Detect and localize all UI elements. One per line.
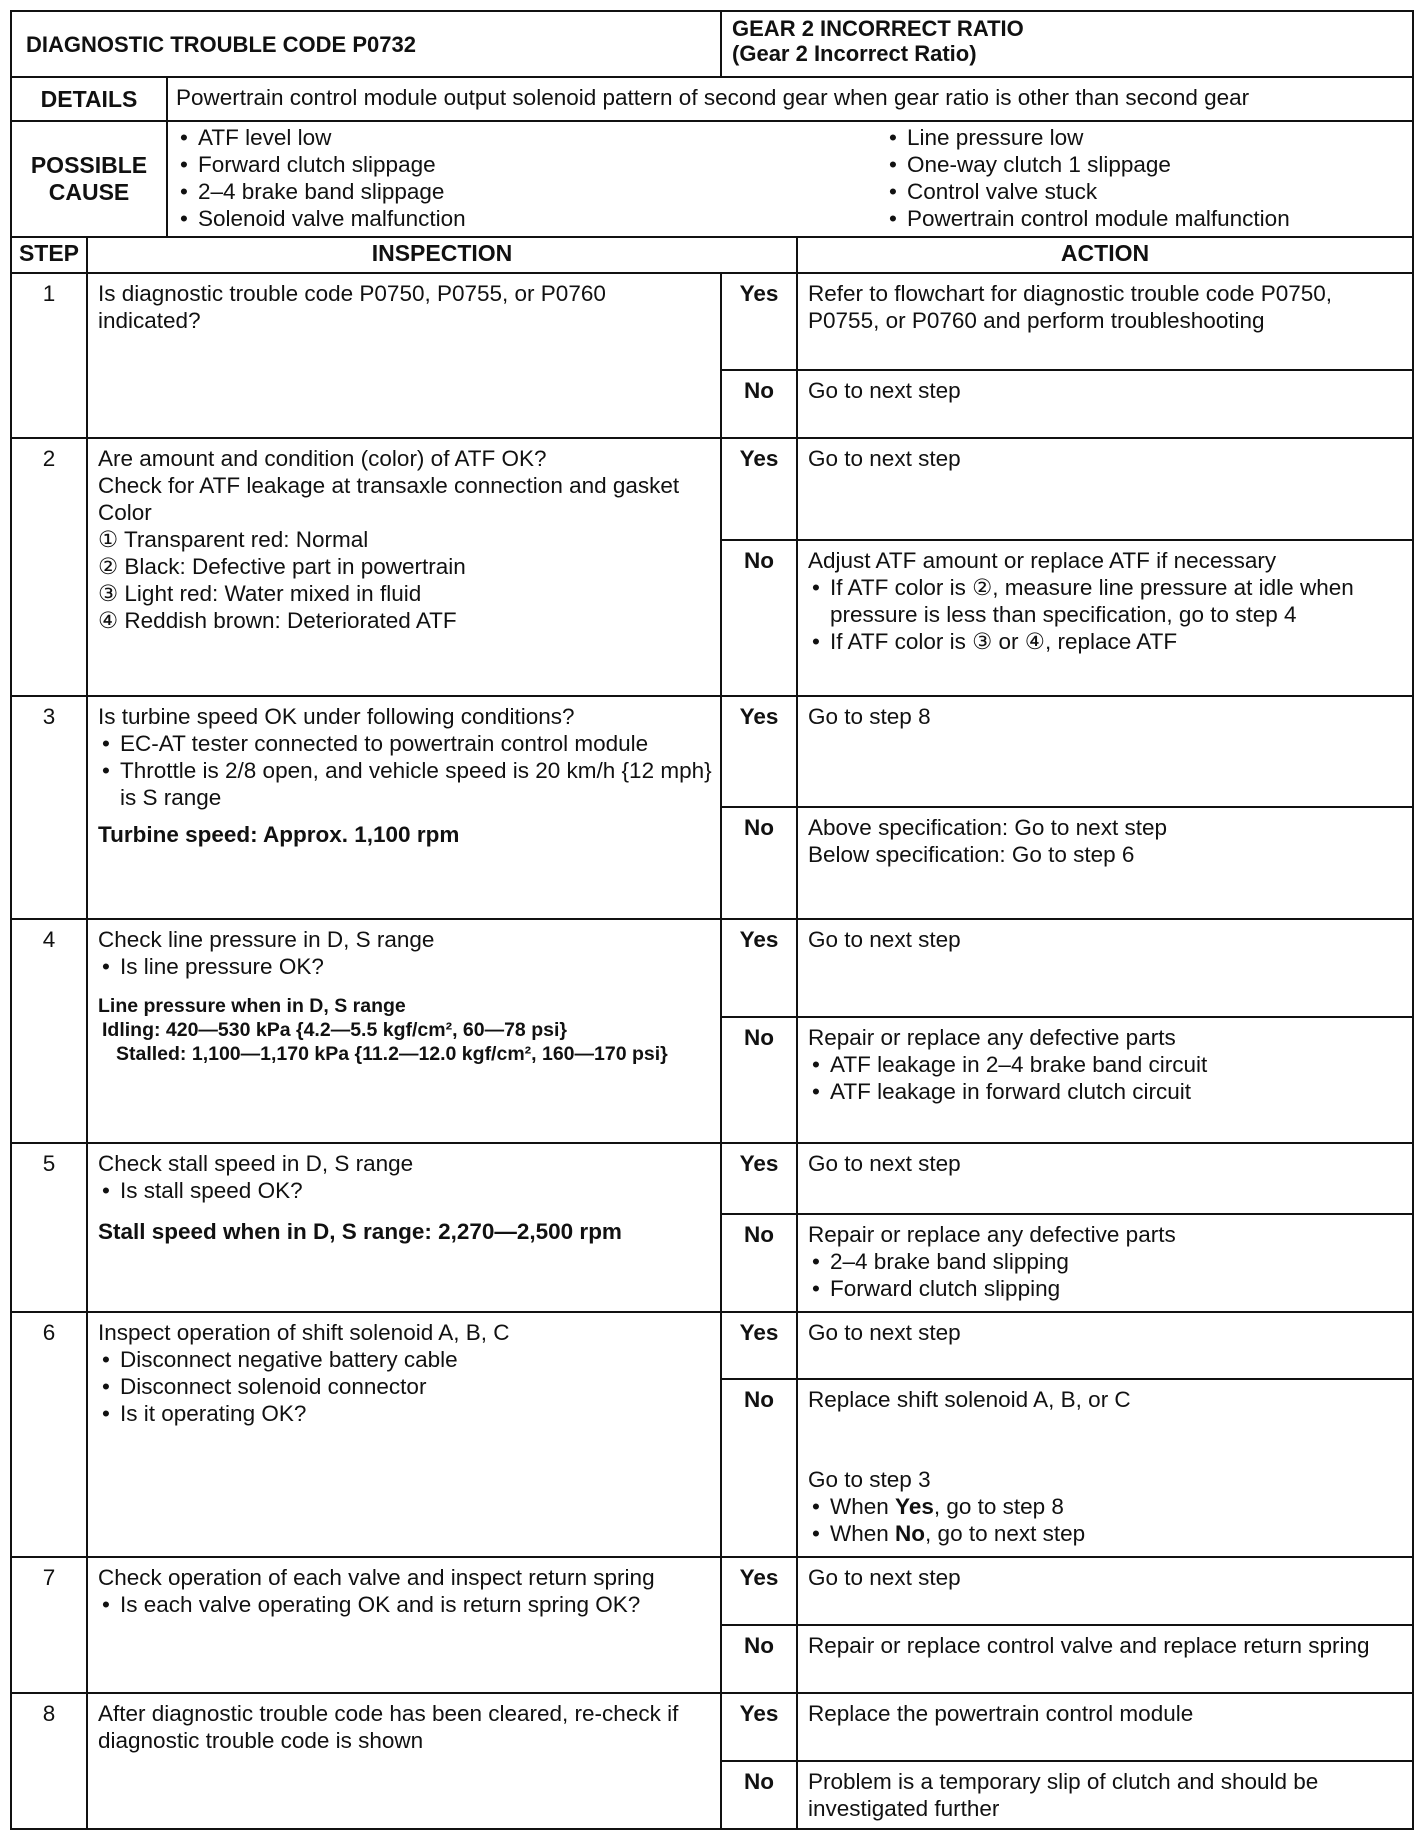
inspection-text: Check operation of each valve and inspect return spring [98, 1565, 655, 1590]
inspection-text: Check stall speed in D, S range [98, 1151, 414, 1176]
possible-cause-label-line1: POSSIBLE [30, 152, 148, 178]
inspection-bullet: • EC-AT tester connected to powertrain control module [98, 730, 712, 757]
cause-item: • ATF level low [176, 124, 695, 151]
inspection-bullet: • Is stall speed OK? [98, 1177, 712, 1204]
step-2-no-action [797, 540, 1413, 696]
inspection-text: Are amount and condition (color) of ATF OK? [98, 446, 547, 471]
action-bullet: • If ATF color is ③ or ④, replace ATF [808, 628, 1404, 655]
action-bullet: • Forward clutch slipping [808, 1275, 1404, 1302]
step-number: 4 [11, 919, 87, 1143]
inspection-bullets [98, 1346, 712, 1427]
line-pressure-idle-spec: Idling: 420—530 kPa {4.2—5.5 kgf/cm², 60—78 psi} [102, 1019, 567, 1041]
step-3-yes-action: Go to step 8 [797, 696, 1413, 807]
dtc-title-line1: GEAR 2 INCORRECT RATIO [732, 16, 1024, 41]
step-1-yes-row [11, 273, 1413, 370]
cause-item: • Line pressure low [885, 124, 1404, 151]
no-label: No [721, 1379, 797, 1557]
inspection-bullet: • Is line pressure OK? [98, 953, 712, 980]
cause-item: • 2–4 brake band slippage [176, 178, 695, 205]
action-bullet: • ATF leakage in 2–4 brake band circuit [808, 1051, 1404, 1078]
action-text: Repair or replace any defective parts [808, 1222, 1176, 1247]
step-number: 7 [11, 1557, 87, 1693]
atf-color-item: ② Black: Defective part in powertrain [98, 554, 466, 579]
step-2-yes-action: Go to next step [797, 438, 1413, 540]
step-7-yes-row [11, 1557, 1413, 1625]
possible-cause-row [11, 121, 1413, 237]
yes-label: Yes [721, 1557, 797, 1625]
cause-item: • Control valve stuck [885, 178, 1404, 205]
no-label: No [721, 1214, 797, 1312]
step-1-yes-action: Refer to flowchart for diagnostic trouble code P0750, P0755, or P0760 and perform troubleshooting [797, 273, 1413, 370]
step-number: 1 [11, 273, 87, 438]
step-8-yes-action: Replace the powertrain control module [797, 1693, 1413, 1761]
step-8-yes-row [11, 1693, 1413, 1761]
action-text: Go to step 3 [808, 1467, 931, 1492]
cause-item: • Powertrain control module malfunction [885, 205, 1404, 232]
action-text: Repair or replace any defective parts [808, 1025, 1176, 1050]
step-6-yes-row [11, 1312, 1413, 1379]
step-6-inspection [87, 1312, 721, 1557]
turbine-speed-spec: Turbine speed: Approx. 1,100 rpm [98, 822, 460, 847]
header-row [11, 11, 1413, 77]
cause-item: • Forward clutch slippage [176, 151, 695, 178]
no-label: No [721, 1761, 797, 1829]
cause-list-left [176, 124, 695, 232]
step-3-inspection [87, 696, 721, 919]
dtc-title-line2: (Gear 2 Incorrect Ratio) [732, 41, 977, 66]
details-text: Powertrain control module output solenoid pattern of second gear when gear ratio is other than second gear [167, 77, 1413, 121]
step-2-inspection [87, 438, 721, 696]
inspection-text: Color [98, 500, 152, 525]
inspection-bullets [98, 730, 712, 811]
no-label: No [721, 540, 797, 696]
inspection-bullets [98, 1177, 712, 1204]
cause-item: • Solenoid valve malfunction [176, 205, 695, 232]
action-column-header: ACTION [797, 237, 1413, 273]
diagnostic-table [10, 10, 1414, 1830]
step-number: 8 [11, 1693, 87, 1829]
step-5-inspection [87, 1143, 721, 1312]
step-6-yes-action: Go to next step [797, 1312, 1413, 1379]
possible-cause-label [11, 121, 167, 237]
possible-cause-list [167, 121, 1413, 237]
yes-label: Yes [721, 438, 797, 540]
step-8-no-action: Problem is a temporary slip of clutch and should be investigated further [797, 1761, 1413, 1829]
yes-label: Yes [721, 696, 797, 807]
step-8-inspection: After diagnostic trouble code has been cleared, re-check if diagnostic trouble code is shown [87, 1693, 721, 1829]
inspection-bullet: • Disconnect solenoid connector [98, 1373, 712, 1400]
inspection-text: Is turbine speed OK under following conditions? [98, 704, 575, 729]
inspection-text: Check for ATF leakage at transaxle connection and gasket [98, 473, 680, 498]
action-bullet: • If ATF color is ②, measure line pressure at idle when pressure is less than specification, go to step 4 [808, 574, 1404, 628]
action-bullet: • When Yes, go to step 8 [808, 1493, 1404, 1520]
line-pressure-stall-spec: Stalled: 1,100—1,170 kPa {11.2—12.0 kgf/cm², 160—170 psi} [116, 1043, 668, 1065]
step-column-header: STEP [11, 237, 87, 273]
no-label: No [721, 807, 797, 919]
action-bullets [808, 1493, 1404, 1547]
yes-label: Yes [721, 1312, 797, 1379]
step-4-inspection [87, 919, 721, 1143]
diagnostic-sheet [10, 10, 1412, 1830]
yes-label: Yes [721, 1693, 797, 1761]
inspection-bullets [98, 1591, 712, 1618]
step-6-no-action [797, 1379, 1413, 1557]
action-text: Below specification: Go to step 6 [808, 842, 1135, 867]
action-bullets [808, 1248, 1404, 1302]
no-label: No [721, 1625, 797, 1693]
details-label: DETAILS [11, 77, 167, 121]
line-pressure-spec-title: Line pressure when in D, S range [98, 995, 406, 1017]
yes-label: Yes [721, 919, 797, 1017]
action-bullets [808, 574, 1404, 655]
step-4-yes-row [11, 919, 1413, 1017]
inspection-bullets [98, 953, 712, 980]
step-number: 5 [11, 1143, 87, 1312]
no-label: No [721, 370, 797, 438]
step-number: 2 [11, 438, 87, 696]
action-bullets [808, 1051, 1404, 1105]
action-bullet: • 2–4 brake band slipping [808, 1248, 1404, 1275]
step-1-inspection: Is diagnostic trouble code P0750, P0755, or P0760 indicated? [87, 273, 721, 438]
inspection-text: Check line pressure in D, S range [98, 927, 435, 952]
step-3-yes-row [11, 696, 1413, 807]
action-text: Replace shift solenoid A, B, or C [808, 1387, 1131, 1412]
atf-color-item: ④ Reddish brown: Deteriorated ATF [98, 608, 457, 633]
inspection-column-header: INSPECTION [87, 237, 797, 273]
dtc-description [721, 11, 1413, 77]
inspection-bullet: • Is it operating OK? [98, 1400, 712, 1427]
step-4-yes-action: Go to next step [797, 919, 1413, 1017]
column-header-row [11, 237, 1413, 273]
step-7-yes-action: Go to next step [797, 1557, 1413, 1625]
atf-color-item: ③ Light red: Water mixed in fluid [98, 581, 422, 606]
step-number: 6 [11, 1312, 87, 1557]
cause-list-right [695, 124, 1404, 232]
step-3-no-action [797, 807, 1413, 919]
step-7-no-action: Repair or replace control valve and replace return spring [797, 1625, 1413, 1693]
step-5-yes-action: Go to next step [797, 1143, 1413, 1214]
action-text: Adjust ATF amount or replace ATF if necessary [808, 548, 1277, 573]
step-5-no-action [797, 1214, 1413, 1312]
step-5-yes-row [11, 1143, 1413, 1214]
step-number: 3 [11, 696, 87, 919]
inspection-bullet: • Disconnect negative battery cable [98, 1346, 712, 1373]
possible-cause-label-line2: CAUSE [48, 179, 130, 205]
step-4-no-action [797, 1017, 1413, 1143]
inspection-text: Inspect operation of shift solenoid A, B, C [98, 1320, 510, 1345]
inspection-bullet: • Throttle is 2/8 open, and vehicle speed is 20 km/h {12 mph} is S range [98, 757, 712, 811]
action-bullet: • ATF leakage in forward clutch circuit [808, 1078, 1404, 1105]
step-1-no-action: Go to next step [797, 370, 1413, 438]
details-row [11, 77, 1413, 121]
action-text: Above specification: Go to next step [808, 815, 1167, 840]
no-label: No [721, 1017, 797, 1143]
action-bullet: • When No, go to next step [808, 1520, 1404, 1547]
dtc-code-title: DIAGNOSTIC TROUBLE CODE P0732 [11, 11, 721, 77]
step-7-inspection [87, 1557, 721, 1693]
atf-color-item: ① Transparent red: Normal [98, 527, 369, 552]
yes-label: Yes [721, 273, 797, 370]
cause-item: • One-way clutch 1 slippage [885, 151, 1404, 178]
yes-label: Yes [721, 1143, 797, 1214]
step-2-yes-row [11, 438, 1413, 540]
stall-speed-spec: Stall speed when in D, S range: 2,270—2,500 rpm [98, 1219, 622, 1244]
inspection-bullet: • Is each valve operating OK and is return spring OK? [98, 1591, 712, 1618]
